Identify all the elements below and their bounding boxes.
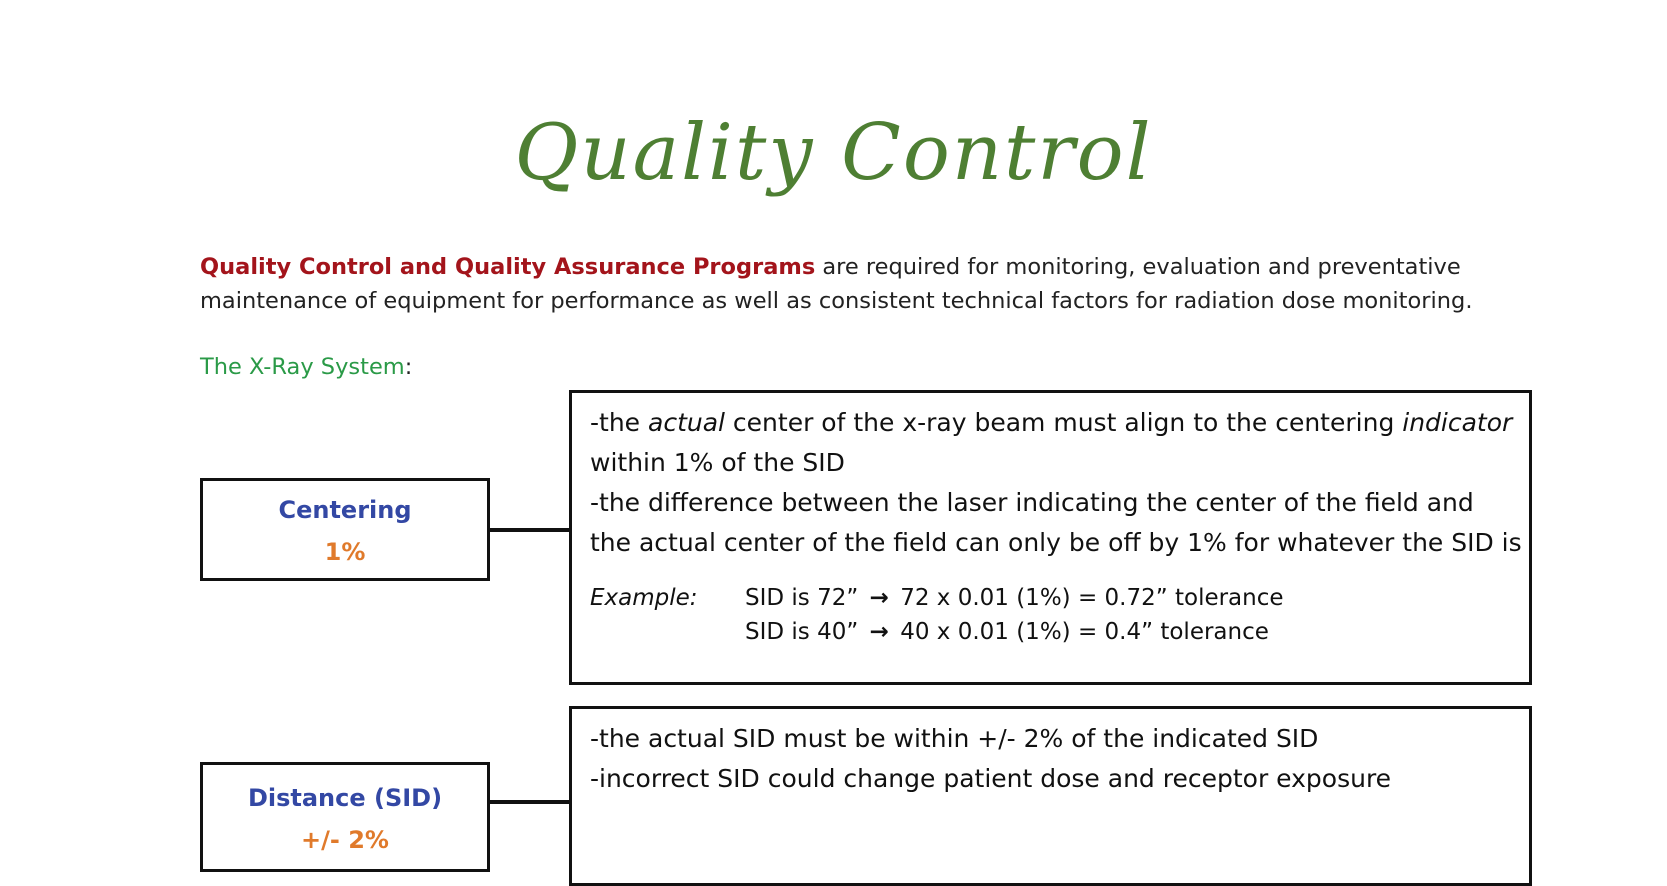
section-label-colon: : bbox=[404, 354, 413, 380]
category-name: Distance (SID) bbox=[247, 784, 443, 812]
example-line bbox=[745, 581, 1284, 615]
example-calc: 72 x 0.01 (1%) = 0.72” tolerance bbox=[900, 585, 1284, 611]
example-block bbox=[590, 581, 1511, 649]
distance-description-box bbox=[569, 706, 1532, 886]
intro-text: are required for monitoring, evaluation and preventative maintenance of equipment for performance as well as consistent technical factors for radiation dose monitoring. bbox=[200, 254, 1473, 314]
desc-line: the actual center of the field can only be off by 1% for whatever the SID is bbox=[590, 528, 1522, 557]
section-label bbox=[200, 354, 412, 380]
desc-line: -the actual SID must be within +/- 2% of the indicated SID bbox=[590, 724, 1319, 753]
arrow-right-icon: → bbox=[869, 619, 889, 645]
desc-line: -incorrect SID could change patient dose and receptor exposure bbox=[590, 764, 1392, 793]
intro-paragraph bbox=[200, 250, 1500, 318]
desc-line bbox=[590, 403, 1511, 443]
desc-text: center of the x-ray beam must align to the centering bbox=[724, 408, 1403, 437]
example-line bbox=[745, 615, 1284, 649]
intro-highlight: Quality Control and Quality Assurance Programs bbox=[200, 254, 816, 280]
centering-connector-line bbox=[490, 528, 570, 532]
section-label-text: The X-Ray System bbox=[200, 354, 405, 380]
desc-line: within 1% of the SID bbox=[590, 448, 845, 477]
category-name: Centering bbox=[278, 496, 412, 524]
example-sid: SID is 72” bbox=[745, 585, 859, 611]
distance-connector-line bbox=[490, 800, 570, 804]
example-sid: SID is 40” bbox=[745, 619, 859, 645]
example-label: Example: bbox=[590, 585, 698, 611]
centering-category-box bbox=[200, 478, 490, 581]
page-title: Quality Control bbox=[514, 108, 1153, 198]
category-tolerance: +/- 2% bbox=[301, 826, 389, 854]
example-calc: 40 x 0.01 (1%) = 0.4” tolerance bbox=[900, 619, 1269, 645]
desc-emphasis: indicator bbox=[1402, 408, 1513, 437]
desc-text: -the bbox=[590, 408, 648, 437]
desc-emphasis: actual bbox=[648, 408, 725, 437]
desc-line: -the difference between the laser indicating the center of the field and bbox=[590, 488, 1474, 517]
arrow-right-icon: → bbox=[869, 585, 889, 611]
category-tolerance: 1% bbox=[324, 538, 366, 566]
centering-description-box bbox=[569, 390, 1532, 685]
distance-category-box bbox=[200, 762, 490, 872]
